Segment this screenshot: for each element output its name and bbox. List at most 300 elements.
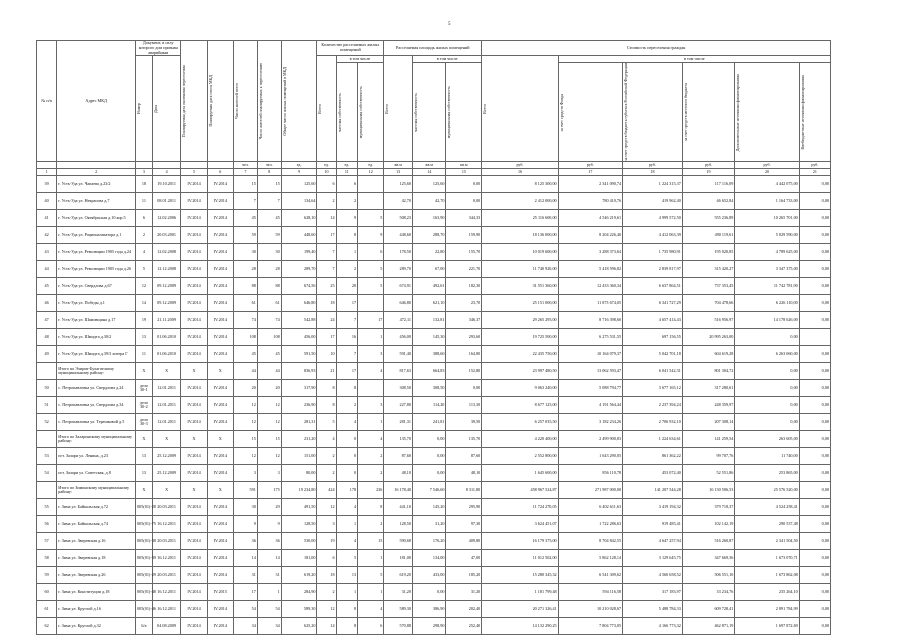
table-cell: 5 — [358, 261, 384, 278]
unit-cell: руб. — [799, 162, 830, 169]
table-cell: 47,00 — [446, 550, 482, 567]
table-cell: 4 657 414,43 — [623, 312, 683, 329]
table-cell: X — [136, 431, 153, 448]
table-cell: 0,00 — [412, 465, 445, 482]
table-cell: 58 — [37, 550, 57, 567]
table-cell: X — [181, 363, 207, 380]
table-cell: 6 257 035,50 — [482, 414, 558, 431]
header-doc-num: Номер — [136, 103, 142, 115]
table-cell: 134,00 — [412, 550, 445, 567]
table-cell: 01.06.2010 — [152, 346, 181, 363]
table-cell: X — [152, 363, 181, 380]
table-cell: 2 — [336, 261, 357, 278]
table-row — [37, 210, 831, 227]
table-cell: 5 088 794,77 — [558, 380, 622, 397]
table-cell: 005(01)-46 — [136, 601, 153, 618]
table-cell: 0,00 — [799, 295, 830, 312]
table-cell: 7 — [336, 346, 357, 363]
table-cell: 11 740,00 — [735, 448, 799, 465]
table-cell: 19 725 500,00 — [482, 329, 558, 346]
table-cell: 2 412 000,00 — [482, 193, 558, 210]
table-cell: 21.11.2009 — [152, 312, 181, 329]
table-cell: 15 — [358, 533, 384, 550]
table-cell: 290 537,48 — [735, 516, 799, 533]
table-cell: 11 742 781,90 — [735, 278, 799, 295]
table-cell: 0,00 — [799, 431, 830, 448]
table-cell: 178,50 — [384, 244, 413, 261]
table-row — [37, 329, 831, 346]
table-cell: г. Усть-Уда ул. Революции 1905 года д.26 — [57, 261, 136, 278]
table-cell: 386,90 — [412, 601, 445, 618]
table-cell: 42,70 — [412, 193, 445, 210]
table-cell: с. Петропавловка ул. Терешковой д.5 — [57, 414, 136, 431]
table-cell: 61 — [233, 295, 257, 312]
table-cell: 6 — [358, 618, 384, 635]
table-row — [37, 618, 831, 635]
table-cell: 151,00 — [281, 448, 317, 465]
table-cell: IV.2014 — [181, 533, 207, 550]
table-cell: IV.2014 — [207, 329, 233, 346]
table-cell: 14 132 290,25 — [482, 618, 558, 635]
table-cell: IV.2014 — [207, 227, 233, 244]
table-cell: 6 041 542,31 — [623, 363, 683, 380]
table-cell: 5 — [336, 550, 357, 567]
table-cell: г. Усть-Уда ул. Шамовщина д.17 — [57, 312, 136, 329]
table-cell: IV.2014 — [207, 448, 233, 465]
table-cell: 19 — [317, 533, 336, 550]
column-number-cell: 2 — [57, 169, 136, 176]
header-cost-extra: Дополнительные источники финансирования — [735, 73, 741, 152]
table-cell: 202,40 — [446, 601, 482, 618]
table-cell: 163,90 — [412, 210, 445, 227]
unit-cell: кв.м — [384, 162, 413, 169]
table-cell: 0,00 — [735, 397, 799, 414]
header-doc-group: Документ, в силу которого дом признан аварийным — [136, 41, 181, 56]
table-cell: 4 191 564,44 — [558, 397, 622, 414]
table-cell: 175 — [257, 482, 281, 499]
table-cell: 6 541 309,62 — [558, 567, 622, 584]
table-cell: 836,93 — [281, 363, 317, 380]
table-row — [37, 380, 831, 397]
table-cell: 6 341 727,29 — [623, 295, 683, 312]
table-cell: 4 — [136, 244, 153, 261]
table-cell: 801 304,72 — [682, 363, 735, 380]
column-number-cell: 8 — [257, 169, 281, 176]
table-cell: 4 999 572,50 — [623, 210, 683, 227]
table-cell: 34 — [233, 618, 257, 635]
table-cell: 472,11 — [384, 312, 413, 329]
column-number-cell: 9 — [281, 169, 317, 176]
table-cell: 48,10 — [384, 465, 413, 482]
table-cell: 419 962,40 — [623, 193, 683, 210]
table-cell: 2 706 932,10 — [623, 414, 683, 431]
table-cell: дело 30-1 — [136, 380, 153, 397]
table-cell: г. Зима ул. Зверевская д.18 — [57, 550, 136, 567]
table-cell: 45 — [37, 278, 57, 295]
table-cell: 7 — [257, 193, 281, 210]
table-cell: 14 — [257, 550, 281, 567]
table-body — [37, 176, 831, 635]
table-cell: 591 — [233, 482, 257, 499]
table-cell: 102 142,19 — [682, 516, 735, 533]
table-cell — [358, 176, 384, 193]
table-cell: 6 — [136, 210, 153, 227]
table-cell: 628,10 — [281, 210, 317, 227]
table-cell: 9 — [358, 227, 384, 244]
table-cell: 60 — [37, 584, 57, 601]
table-cell: г. Зима ул. Зверевская д.16 — [57, 533, 136, 550]
table-cell: IV.2014 — [207, 618, 233, 635]
unit-cell: руб. — [482, 162, 558, 169]
table-cell — [37, 363, 57, 380]
table-cell: 125,60 — [281, 176, 317, 193]
table-cell: 178 — [336, 482, 357, 499]
table-cell: 59 — [257, 227, 281, 244]
table-cell: 19 — [136, 312, 153, 329]
table-cell: 0,00 — [799, 244, 830, 261]
table-cell: 31 — [257, 567, 281, 584]
table-cell: 182,30 — [446, 278, 482, 295]
table-cell: 30 — [257, 244, 281, 261]
table-cell: 10 019 600,00 — [482, 244, 558, 261]
table-cell: г. Зима ул. Конституции д.18 — [57, 584, 136, 601]
unit-cell: ед. — [281, 162, 317, 169]
table-cell: 308,50 — [384, 380, 413, 397]
table-cell: 8 — [317, 380, 336, 397]
table-cell: 005(01)-39 — [136, 550, 153, 567]
table-cell: 15 — [233, 176, 257, 193]
table-cell: г. Усть-Уда ул. Шмидта д.39/3 литера Г — [57, 346, 136, 363]
table-cell: 308,50 — [412, 380, 445, 397]
table-cell: 28 — [257, 261, 281, 278]
table-cell: г. Усть-Уда ул. Чапаева д.23/2 — [57, 176, 136, 193]
table-cell: 16.12.2011 — [152, 584, 181, 601]
table-row — [37, 227, 831, 244]
header-area-group: Расселяемая площадь жилых помещений — [384, 41, 482, 56]
table-cell: 44 — [233, 363, 257, 380]
column-number-cell: 12 — [358, 169, 384, 176]
table-cell: 14 — [136, 295, 153, 312]
table-cell: 1 164 733,00 — [735, 193, 799, 210]
table-cell: 13 — [336, 567, 357, 584]
table-cell: IV.2014 — [207, 397, 233, 414]
column-number-cell: 3 — [136, 169, 153, 176]
table-cell: 1 643 290,05 — [558, 448, 622, 465]
table-cell: 456,00 — [384, 329, 413, 346]
table-cell: 2 341 090,74 — [558, 176, 622, 193]
header-area-incl: в том числе — [412, 56, 481, 63]
table-cell: 0,00 — [446, 380, 482, 397]
column-number-cell: 6 — [207, 169, 233, 176]
table-cell: 5 — [358, 210, 384, 227]
table-cell: 19 234,80 — [281, 482, 317, 499]
table-cell: 44 — [37, 261, 57, 278]
table-cell: 664,83 — [412, 363, 445, 380]
table-cell: с. Петропавловка ул. Свердлова д.34 — [57, 397, 136, 414]
table-cell: IV.2014 — [181, 176, 207, 193]
table-cell: 48,10 — [446, 465, 482, 482]
table-row — [37, 414, 831, 431]
table-cell: 4 442 075,00 — [735, 176, 799, 193]
table-cell: 1 — [336, 584, 357, 601]
table-cell: 42,70 — [384, 193, 413, 210]
table-cell: 0,00 — [799, 618, 830, 635]
table-cell: 298,90 — [412, 618, 445, 635]
table-cell: 625,20 — [281, 618, 317, 635]
table-cell: IV.2014 — [207, 465, 233, 482]
table-cell: 9 — [336, 210, 357, 227]
table-cell: 295,90 — [446, 499, 482, 516]
table-cell: 12 — [317, 499, 336, 516]
table-cell: 508,23 — [384, 210, 413, 227]
table-cell: IV.2014 — [207, 312, 233, 329]
table-cell: 346,37 — [446, 312, 482, 329]
table-cell: 47 — [37, 312, 57, 329]
header-no: № п/п — [37, 41, 57, 162]
table-cell: 817,63 — [384, 363, 413, 380]
table-cell: 1 224 315,37 — [623, 176, 683, 193]
table-cell: IV.2014 — [181, 295, 207, 312]
table-row — [37, 244, 831, 261]
table-cell: 005(01)-38 — [136, 533, 153, 550]
table-cell: 433,00 — [412, 567, 445, 584]
header-cost-incl: в том числе — [558, 56, 830, 63]
table-cell: 491,50 — [281, 499, 317, 516]
table-cell: 11 873 674,05 — [558, 295, 622, 312]
table-row — [37, 465, 831, 482]
table-cell: 16 178,40 — [384, 482, 413, 499]
header-rooms-total: Общее число жилых помещений в МКД — [281, 66, 287, 136]
table-row — [37, 533, 831, 550]
table-cell: 0,00 — [799, 380, 830, 397]
table-row — [37, 278, 831, 295]
table-cell: 424 — [317, 482, 336, 499]
table-cell: IV.2014 — [181, 210, 207, 227]
table-cell: 2 — [358, 448, 384, 465]
table-cell: 4 — [358, 431, 384, 448]
table-cell: 2 — [136, 227, 153, 244]
table-cell: 263 605,00 — [735, 431, 799, 448]
table-cell: 1 735 980,91 — [623, 244, 683, 261]
header-plan-reloc: Планируемая дата окончания переселения — [181, 65, 187, 138]
table-cell: г. Усть-Уда ул. Октябрьская д.10 кор.5 — [57, 210, 136, 227]
column-number-cell: 13 — [384, 169, 413, 176]
table-cell: 185,20 — [446, 567, 482, 584]
table-row — [37, 550, 831, 567]
table-cell: 1 673 070,71 — [735, 550, 799, 567]
table-cell: 737 353,45 — [682, 278, 735, 295]
table-cell: 51 — [37, 397, 57, 414]
table-cell: 4 220 400,00 — [482, 431, 558, 448]
table-cell: 8 — [317, 397, 336, 414]
table-cell: г. Зима ул. Круглой д.32 — [57, 618, 136, 635]
header-planned-residents: Число жителей планируемых к переселению — [257, 63, 263, 140]
table-cell: 31 551 360,00 — [482, 278, 558, 295]
table-cell: 462 871,19 — [682, 618, 735, 635]
table-cell: 4 546 219,61 — [558, 210, 622, 227]
table-cell: 8 204 226,40 — [558, 227, 622, 244]
table-cell: IV.2014 — [181, 618, 207, 635]
header-residents: Число жителей всего — [233, 83, 239, 120]
table-cell: 20.03.2001 — [152, 227, 181, 244]
table-cell — [37, 431, 57, 448]
header-area-municipal: муниципальная собственность — [446, 86, 452, 139]
table-cell: 7 546,60 — [412, 482, 445, 499]
unit-cell: руб. — [735, 162, 799, 169]
table-cell: 128,50 — [281, 516, 317, 533]
table-cell: 132,81 — [412, 312, 445, 329]
table-cell: 15 280 345,32 — [482, 567, 558, 584]
table-cell: 919 485,41 — [623, 516, 683, 533]
table-cell: 53 — [37, 448, 57, 465]
unit-cell: кв.м — [412, 162, 445, 169]
table-cell: IV.2014 — [207, 567, 233, 584]
table-cell: 236 — [358, 482, 384, 499]
table-cell: 17 — [233, 584, 257, 601]
table-cell: 289,70 — [281, 261, 317, 278]
table-cell: 5 862 128,14 — [558, 550, 622, 567]
table-cell: 59 — [37, 567, 57, 584]
table-cell: 490 119,61 — [682, 227, 735, 244]
table-cell: 4 — [336, 499, 357, 516]
table-cell: 67,00 — [412, 261, 445, 278]
table-cell: 861 362,22 — [623, 448, 683, 465]
unit-cell: руб. — [623, 162, 683, 169]
table-cell: 13 062 593,47 — [558, 363, 622, 380]
table-cell: 12 433 360,34 — [558, 278, 622, 295]
table-cell: 45 — [233, 210, 257, 227]
table-cell: 39 — [37, 176, 57, 193]
table-cell: 29 — [257, 499, 281, 516]
table-cell: 388,60 — [412, 346, 445, 363]
table-cell: 11 740 920,00 — [482, 261, 558, 278]
table-cell: 45 — [257, 346, 281, 363]
table-row — [37, 193, 831, 210]
table-cell: IV.2014 — [181, 499, 207, 516]
table-cell: 87,60 — [446, 448, 482, 465]
table-cell: 159,90 — [446, 227, 482, 244]
table-cell: 4 560 658,52 — [623, 567, 683, 584]
table-cell: 12 — [257, 397, 281, 414]
table-cell: 2 — [317, 193, 336, 210]
header-cost-group: Стоимость переселения граждан — [482, 41, 831, 56]
table-cell: 5 029 590,00 — [735, 227, 799, 244]
table-cell: 09.12.2009 — [152, 295, 181, 312]
table-cell: 12 — [257, 414, 281, 431]
table-cell: 36 — [233, 533, 257, 550]
table-cell: 6 263 060,00 — [735, 346, 799, 363]
relocation-table — [36, 40, 831, 635]
table-cell: 43 — [37, 244, 57, 261]
table-cell: 25 576 520,00 — [735, 482, 799, 499]
table-cell: 317 280,61 — [682, 380, 735, 397]
table-cell: 2 — [336, 397, 357, 414]
table-cell: 181,00 — [281, 550, 317, 567]
table-cell: IV.2014 — [207, 278, 233, 295]
table-cell: 12 — [233, 397, 257, 414]
table-cell: 16 179 375,00 — [482, 533, 558, 550]
table-cell: 1 673 862,08 — [735, 567, 799, 584]
table-cell: 3 624 451,07 — [482, 516, 558, 533]
table-cell: 50 — [37, 380, 57, 397]
table-cell: 621,10 — [412, 295, 445, 312]
table-cell: г. Зима ул. Байкальская д.72 — [57, 499, 136, 516]
table-cell: 195 020,85 — [682, 244, 735, 261]
table-cell: 15 — [257, 431, 281, 448]
table-cell: 114,20 — [412, 397, 445, 414]
column-number-cell: 7 — [233, 169, 257, 176]
table-cell: 17 — [336, 363, 357, 380]
table-cell: 4 524 258,41 — [735, 499, 799, 516]
table-cell: 0,00 — [735, 380, 799, 397]
column-number-cell: 17 — [558, 169, 622, 176]
table-cell: X — [207, 482, 233, 499]
table-cell: 30 — [233, 499, 257, 516]
table-cell: 99 707,76 — [682, 448, 735, 465]
table-cell: 8 — [358, 499, 384, 516]
table-cell: 18 136 000,00 — [482, 227, 558, 244]
table-cell: 54 — [257, 601, 281, 618]
table-cell: с. Петропавловка ул. Свердлова д.24 — [57, 380, 136, 397]
table-cell: 7 — [336, 312, 357, 329]
table-cell: 25.12.2009 — [152, 465, 181, 482]
table-cell: 542,88 — [281, 312, 317, 329]
table-cell: 4 — [336, 533, 357, 550]
table-cell: 3 — [358, 397, 384, 414]
table-cell: 9 — [233, 516, 257, 533]
table-cell: IV.2014 — [181, 601, 207, 618]
table-cell: 1 — [336, 516, 357, 533]
table-cell: 005(01)-75 — [136, 516, 153, 533]
table-cell: 113,30 — [446, 397, 482, 414]
table-cell: 5 042 701,18 — [623, 346, 683, 363]
column-number-cell: 15 — [446, 169, 482, 176]
table-cell: г. Зима ул. Байкальская д.74 — [57, 516, 136, 533]
table-cell: 0,00 — [799, 499, 830, 516]
table-cell: 231,20 — [281, 431, 317, 448]
table-cell: 0,00 — [412, 584, 445, 601]
table-cell: 704 478,66 — [682, 295, 735, 312]
table-cell: 0,00 — [412, 431, 445, 448]
table-cell: 13 — [136, 448, 153, 465]
table-cell: 4 166 773,32 — [623, 618, 683, 635]
table-cell: 0,00 — [735, 329, 799, 346]
table-cell: 57 — [37, 533, 57, 550]
table-cell: 0,00 — [799, 516, 830, 533]
table-cell: 780 410,76 — [558, 193, 622, 210]
table-cell: 646,80 — [384, 295, 413, 312]
table-cell: 317 183,97 — [623, 584, 683, 601]
table-cell: 6 — [336, 176, 357, 193]
table-cell: 347 669,36 — [682, 550, 735, 567]
table-row — [37, 448, 831, 465]
table-cell: 46 652,84 — [682, 193, 735, 210]
table-cell: 0,00 — [799, 414, 830, 431]
table-cell: 20 — [336, 278, 357, 295]
header-cost-all: Всего — [482, 103, 488, 114]
table-cell: 6 — [317, 550, 336, 567]
table-cell: 591,40 — [384, 346, 413, 363]
table-cell: 516 956,97 — [682, 312, 735, 329]
table-cell: 3 182 234,26 — [558, 414, 622, 431]
table-cell: 0,00 — [799, 465, 830, 482]
table-cell: 97,30 — [446, 516, 482, 533]
table-cell: 36 — [257, 533, 281, 550]
table-cell: 3 419 194,32 — [623, 499, 683, 516]
table-row — [37, 346, 831, 363]
table-cell: 52 551,86 — [682, 465, 735, 482]
table-cell: 284,90 — [281, 584, 317, 601]
